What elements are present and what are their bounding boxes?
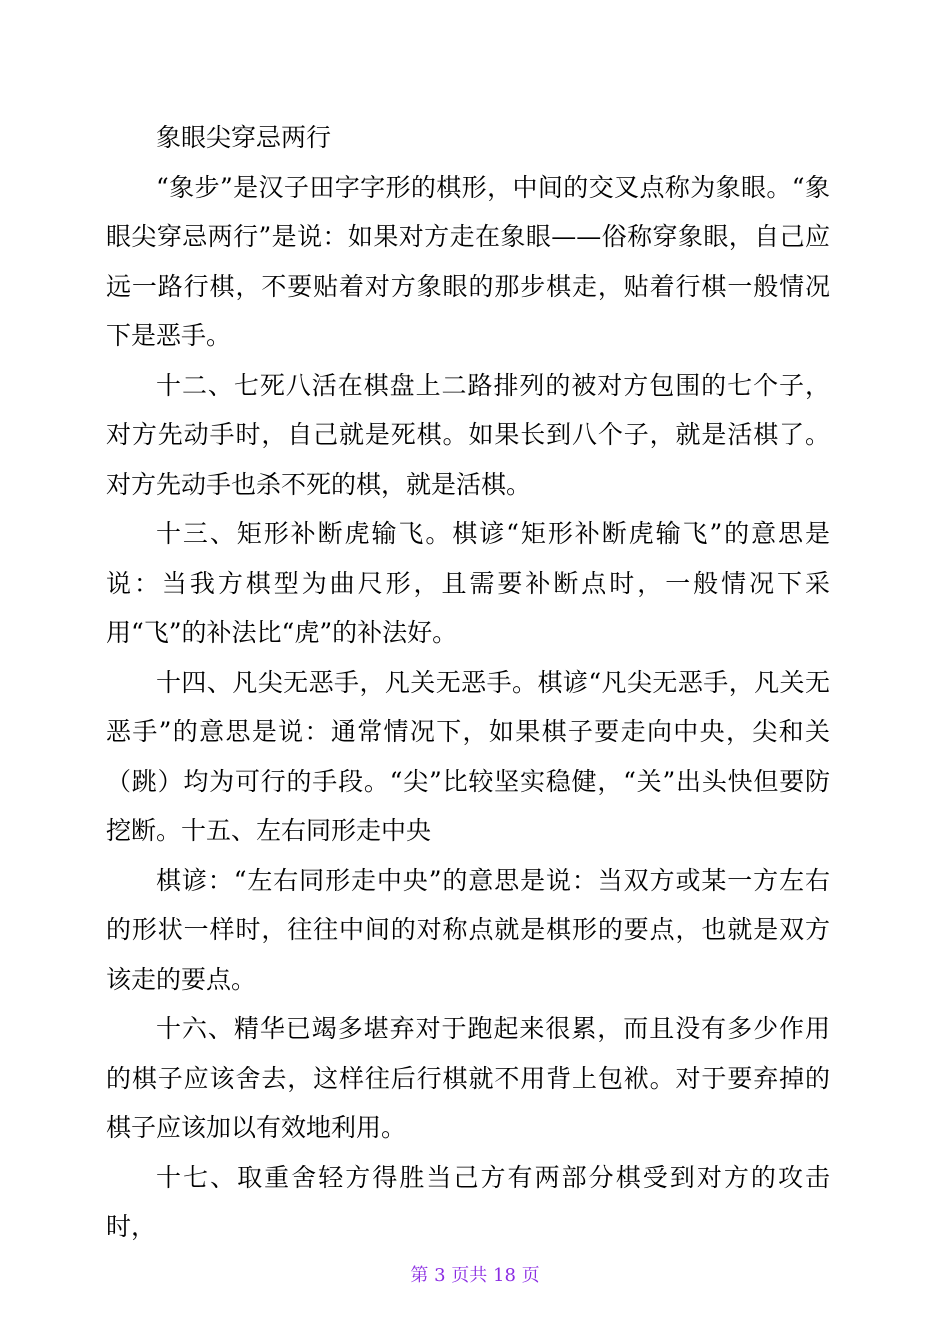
paragraph-fifteen-proverb: 棋谚：“左右同形走中央”的意思是说：当双方或某一方左右的形状一样时，往往中间的对称点就是棋形的要点，也就是双方该走的要点。 <box>106 865 830 994</box>
paragraph-thirteen: 十三、矩形补断虎输飞。棋谚“矩形补断虎输飞”的意思是说：当我方棋型为曲尺形，且需要补断点时，一般情况下采用“飞”的补法比“虎”的补法好。 <box>106 519 830 647</box>
paragraph-xiangbu: “象步”是汉子田字字形的棋形，中间的交叉点称为象眼。“象眼尖穿忌两行”是说：如果对方走在象眼——俗称穿象眼，自己应远一路行棋，不要贴着对方象眼的那步棋走，贴着行棋一般情况下是恶手。 <box>106 172 830 350</box>
document-body <box>106 113 830 1252</box>
paragraph-twelve: 十二、七死八活在棋盘上二路排列的被对方包围的七个子，对方先动手时，自己就是死棋。如果长到八个子，就是活棋了。对方先动手也杀不死的棋，就是活棋。 <box>106 370 830 499</box>
paragraph-sixteen: 十六、精华已竭多堪弃对于跑起来很累，而且没有多少作用的棋子应该舍去，这样往后行棋就不用背上包袱。对于要弃掉的棋子应该加以有效地利用。 <box>106 1014 830 1142</box>
page-number-footer: 第 3 页共 18 页 <box>410 1265 540 1286</box>
paragraph-seventeen: 十七、取重舍轻方得胜当己方有两部分棋受到对方的攻击时， <box>106 1162 830 1241</box>
paragraph-heading-xiangyan: 象眼尖穿忌两行 <box>156 123 332 152</box>
paragraph-fourteen: 十四、凡尖无恶手，凡关无恶手。棋谚“凡尖无恶手，凡关无恶手”的意思是说：通常情况下，如果棋子要走向中央，尖和关（跳）均为可行的手段。“尖”比较坚实稳健，“关”出头快但要防挖断。十五、左右同形走中央 <box>106 667 830 845</box>
